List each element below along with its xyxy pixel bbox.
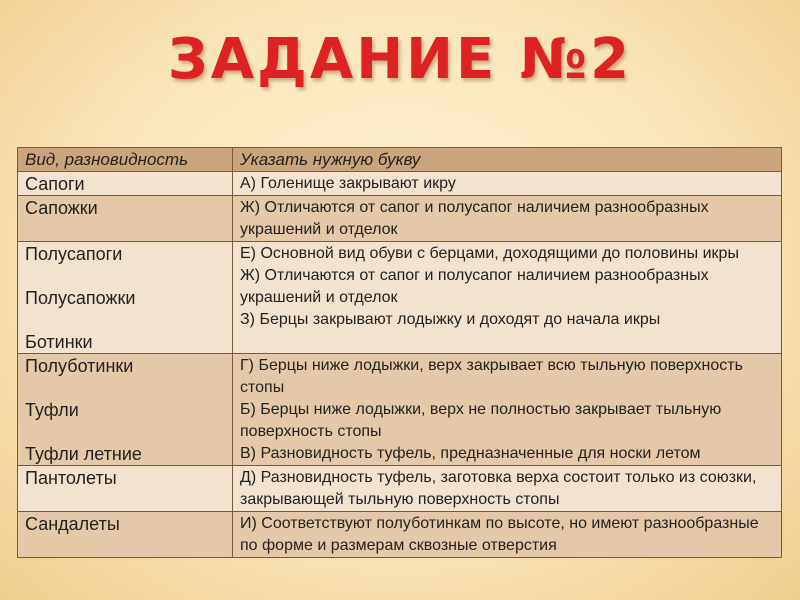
kind-label: Пантолеты	[25, 468, 117, 488]
kind-label: Ботинки	[25, 332, 93, 352]
kind-label: Туфли	[25, 400, 79, 420]
kind-label: Полуботинки	[25, 356, 134, 376]
kind-cell	[18, 354, 233, 466]
description-cell	[233, 512, 782, 558]
table-header-row	[18, 148, 782, 172]
description-text: Б) Берцы ниже лодыжки, верх не полностью закрывает тыльную поверхность стопы	[240, 401, 722, 440]
description-text: Ж) Отличаются от сапог и полусапог наличием разнообразных украшений и отделок	[240, 199, 709, 238]
kind-cell	[18, 242, 233, 354]
kind-label: Полусапоги	[25, 244, 123, 264]
table-row	[18, 242, 782, 354]
description-text: Е) Основной вид обуви с берцами, доходящими до половины икры	[240, 245, 739, 262]
shoe-types-table	[17, 147, 782, 558]
header-kind: Вид, разновидность	[18, 148, 233, 172]
table-row	[18, 196, 782, 242]
header-letter: Указать нужную букву	[233, 148, 782, 172]
slide-title: ЗАДАНИЕ №2	[167, 27, 633, 92]
description-cell	[233, 196, 782, 242]
kind-label: Туфли летние	[25, 444, 142, 464]
description-text: В) Разновидность туфель, предназначенные для носки летом	[240, 445, 701, 462]
kind-cell	[18, 172, 233, 196]
description-cell	[233, 466, 782, 512]
description-cell	[233, 354, 782, 466]
description-text: А) Голенище закрывают икру	[240, 175, 456, 192]
kind-cell	[18, 512, 233, 558]
description-text: Г) Берцы ниже лодыжки, верх закрывает всю тыльную поверхность стопы	[240, 357, 743, 396]
kind-cell	[18, 196, 233, 242]
description-text: Д) Разновидность туфель, заготовка верха состоит только из союзки, закрывающей тыльную поверхность стопы	[240, 469, 757, 508]
kind-label: Сапожки	[25, 198, 98, 218]
table-row	[18, 354, 782, 466]
kind-label: Сандалеты	[25, 514, 120, 534]
description-cell	[233, 242, 782, 354]
kind-cell	[18, 466, 233, 512]
description-text: З) Берцы закрывают лодыжку и доходят до начала икры	[240, 311, 661, 328]
table-row	[18, 172, 782, 196]
table-row	[18, 466, 782, 512]
description-cell	[233, 172, 782, 196]
kind-label: Полусапожки	[25, 288, 136, 308]
table-row	[18, 512, 782, 558]
kind-label: Сапоги	[25, 174, 85, 194]
description-text: И) Соответствуют полуботинкам по высоте, но имеют разнообразные по форме и размерам сквозные отверстия	[240, 515, 759, 554]
description-text: Ж) Отличаются от сапог и полусапог наличием разнообразных украшений и отделок	[240, 267, 709, 306]
